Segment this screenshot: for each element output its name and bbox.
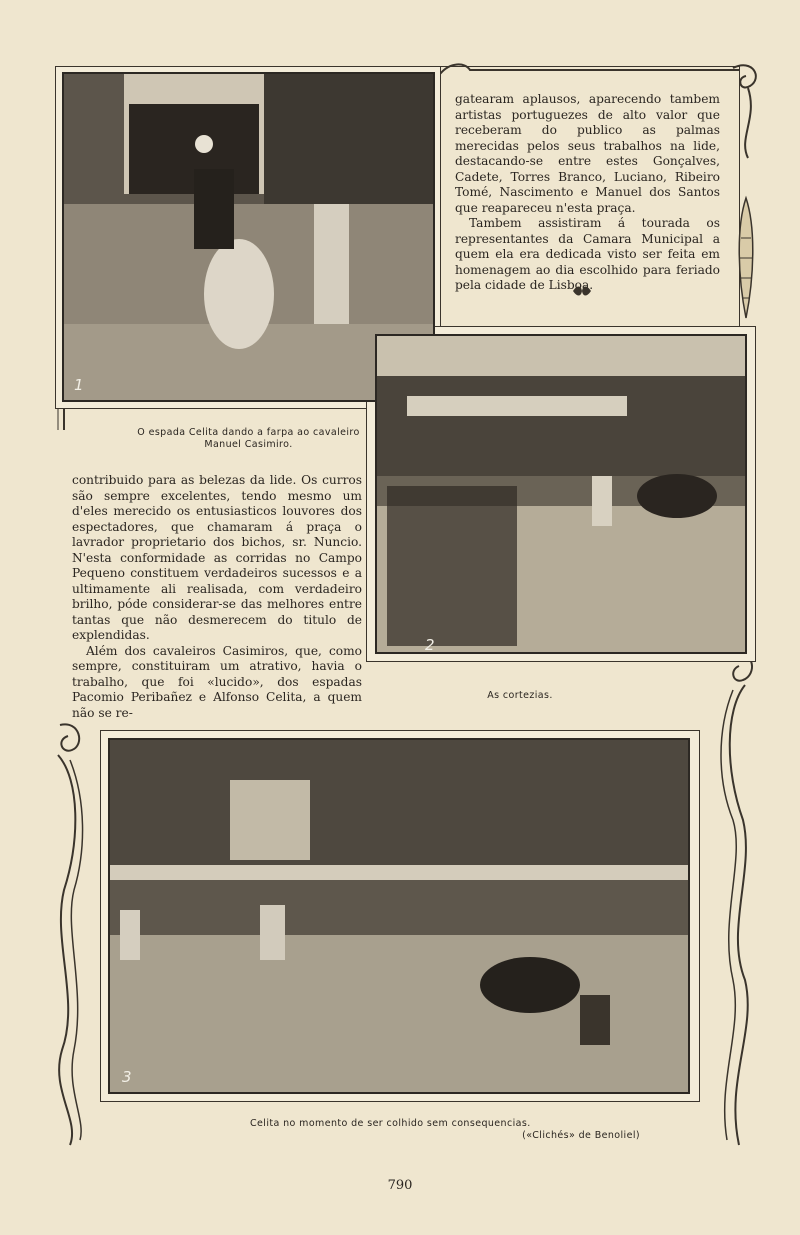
ornament-right-frame bbox=[705, 650, 760, 1150]
article-text-left bbox=[72, 473, 362, 721]
page-number: 790 bbox=[387, 1178, 413, 1193]
paragraph: Tambem assistiram á tourada os representantes da Camara Municipal a quem ela era dedicada visto ser feita em homenagem ao dia escolhido para feriado pela cidade de Lisboa. bbox=[455, 216, 720, 292]
photo-3-scene bbox=[110, 740, 690, 1094]
ornament-left-frame bbox=[50, 720, 95, 1150]
photo-2-caption bbox=[375, 690, 665, 702]
caption-line: O espada Celita dando a farpa ao cavaleiro bbox=[137, 427, 360, 438]
photo-3-caption bbox=[200, 1118, 640, 1142]
photo-2-number: 2 bbox=[425, 636, 435, 654]
paragraph: Além dos cavaleiros Casimiros, que, como sempre, constituiram um atrativo, havia o trabalho, que foi «lucido», dos espadas Pacomio Peribañez e Alfonso Celita, a quem não se re- bbox=[72, 643, 362, 720]
caption-line: («Clichés» de Benoliel) bbox=[522, 1130, 640, 1141]
caption-line: Manuel Casimiro. bbox=[204, 439, 293, 450]
paragraph: gatearam aplausos, aparecendo tambem artistas portuguezes de alto valor que receberam do publico as palmas merecidas pelos seus trabalhos na lide, destacando-se entre estes Gonçalves, Cadete, Torres Branco, Luciano, Ribeiro Tomé, Nascimento e Manuel dos Santos que reapareceu n'esta praça. bbox=[455, 92, 720, 215]
photo-2 bbox=[375, 334, 747, 654]
caption-line: Celita no momento de ser colhido sem consequencias. bbox=[250, 1118, 531, 1129]
caption-line: As cortezias. bbox=[487, 690, 553, 701]
photo-3-number: 3 bbox=[122, 1068, 132, 1086]
leaf-ornament-icon bbox=[571, 283, 593, 299]
paragraph: contribuido para as belezas da lide. Os curros são sempre excelentes, tendo mesmo um d'eles merecido os entusiasticos louvores dos espectadores, que chamaram á praça o lavrador proprietario dos bichos, sr. Nuncio. N'esta conformidade as corridas no Campo Pequeno constituem verdadeiros sucessos e a ultimamente ali realisada, com verdadeiro brilho, póde considerar-se das melhores entre tantas que não desmerecem do titulo de explendidas. bbox=[72, 473, 362, 642]
photo-1-number: 1 bbox=[74, 376, 84, 394]
photo-3 bbox=[108, 738, 690, 1094]
article-text-top bbox=[455, 92, 720, 294]
photo-2-scene bbox=[377, 336, 747, 654]
